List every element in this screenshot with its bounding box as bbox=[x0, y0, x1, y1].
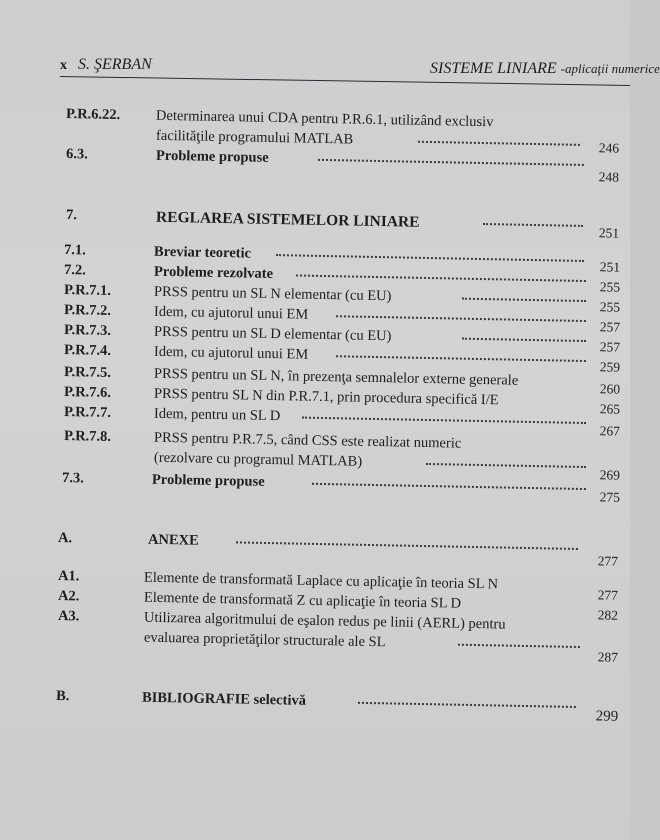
toc-title: Elemente de transformată Laplace cu aplicaţie în teoria SL N bbox=[143, 569, 499, 593]
dot-leader bbox=[296, 274, 586, 282]
toc-number: A2. bbox=[57, 588, 80, 605]
toc-title: Idem, pentru un SL D bbox=[153, 405, 281, 425]
toc-page: 260 bbox=[599, 381, 621, 397]
dot-leader bbox=[336, 315, 586, 322]
toc-title: Idem, cu ajutorul unui EM bbox=[153, 343, 309, 363]
toc-page: 255 bbox=[599, 299, 621, 315]
dot-leader bbox=[236, 541, 578, 550]
toc-page: 267 bbox=[599, 423, 621, 439]
toc-page: 287 bbox=[597, 649, 619, 665]
toc-title: PRSS pentru un SL N, în prezenţa semnalelor externe generale bbox=[153, 365, 519, 389]
toc-number: A. bbox=[57, 530, 73, 547]
dot-leader bbox=[302, 417, 586, 424]
dot-leader bbox=[458, 644, 580, 648]
toc-title: Idem, cu ajutorul unui EM bbox=[153, 303, 309, 323]
toc-number: 7.3. bbox=[61, 470, 84, 487]
toc-title: PRSS pentru SL N din P.R.7.1, prin procedura specifică I/E bbox=[153, 385, 499, 409]
header-book-title bbox=[430, 60, 660, 78]
toc-number: 7.2. bbox=[63, 262, 86, 279]
dot-leader bbox=[312, 483, 586, 490]
toc-title: Breviar teoretic bbox=[153, 243, 252, 262]
toc-number: P.R.7.3. bbox=[63, 322, 112, 339]
toc-title: REGLAREA SISTEMELOR LINIARE bbox=[155, 208, 420, 231]
toc-title: facilităţile programului MATLAB bbox=[155, 127, 354, 148]
toc-page: 275 bbox=[599, 489, 621, 505]
dot-leader bbox=[426, 463, 586, 468]
dot-leader bbox=[358, 702, 576, 708]
toc-title: ANEXE bbox=[147, 531, 199, 549]
toc-title: (rezolvare cu programul MATLAB) bbox=[153, 449, 363, 470]
toc-number: 7.1. bbox=[63, 242, 86, 259]
toc-title: BIBLIOGRAFIE selectivă bbox=[141, 689, 307, 709]
dot-leader bbox=[318, 159, 584, 166]
toc-entry-chapter-7 bbox=[65, 207, 626, 241]
toc-entry-annex bbox=[57, 530, 623, 569]
toc-page: 277 bbox=[597, 553, 619, 569]
dot-leader bbox=[418, 141, 580, 146]
toc-number: 7. bbox=[65, 207, 78, 224]
toc-page: 257 bbox=[599, 319, 621, 335]
toc-page: 299 bbox=[595, 708, 619, 725]
dot-leader bbox=[483, 223, 583, 227]
toc-number: B. bbox=[55, 688, 70, 705]
toc-title: Utilizarea algoritmului de eşalon redus pe linii (AERL) pentru bbox=[143, 609, 506, 633]
toc-number: P.R.7.7. bbox=[63, 404, 112, 421]
toc-number: 6.3. bbox=[65, 146, 88, 163]
toc-title: PRSS pentru un SL D elementar (cu EU) bbox=[153, 323, 392, 345]
dot-leader bbox=[336, 355, 586, 362]
toc-page: 257 bbox=[599, 339, 621, 355]
toc-number: P.R.7.4. bbox=[63, 342, 112, 359]
toc-title: Probleme propuse bbox=[151, 471, 265, 490]
header-author: S. ŞERBAN bbox=[78, 56, 152, 73]
toc-title: PRSS pentru P.R.7.5, când CSS este realizat numeric bbox=[153, 429, 462, 452]
toc-title: evaluarea proprietăţilor structurale ale SL bbox=[143, 629, 386, 651]
dot-leader bbox=[462, 298, 586, 302]
header-book-subtitle: -aplicaţii numerice bbox=[560, 61, 660, 76]
toc-page: 265 bbox=[599, 401, 621, 417]
toc-page: 251 bbox=[599, 259, 621, 275]
toc-title: Probleme propuse bbox=[155, 147, 269, 166]
toc-number: P.R.7.1. bbox=[63, 282, 112, 299]
toc-page: 251 bbox=[598, 225, 620, 241]
toc-page: 248 bbox=[598, 169, 620, 185]
toc-title: Elemente de transformată Z cu aplicaţie în teoria SL D bbox=[143, 589, 462, 612]
dot-leader bbox=[462, 338, 586, 342]
toc-page: 269 bbox=[599, 467, 621, 483]
toc-number: A1. bbox=[57, 568, 80, 585]
dot-leader bbox=[276, 254, 584, 262]
toc-page: 282 bbox=[597, 607, 619, 623]
toc-number: P.R.7.6. bbox=[63, 384, 112, 401]
toc-number: A3. bbox=[57, 608, 80, 625]
toc-number: P.R.6.22. bbox=[65, 106, 121, 124]
header-page-number: x bbox=[60, 58, 67, 73]
toc-title: Determinarea unui CDA pentru P.R.6.1, utilizând exclusiv bbox=[155, 107, 494, 131]
toc-title: Probleme rezolvate bbox=[153, 263, 274, 283]
toc-number: P.R.7.2. bbox=[63, 302, 112, 319]
toc-number: P.R.7.5. bbox=[63, 364, 112, 381]
toc-page: 255 bbox=[599, 279, 621, 295]
toc-page: 259 bbox=[599, 359, 621, 375]
header-book-title-main: SISTEME LINIARE bbox=[430, 60, 557, 77]
toc-title: PRSS pentru un SL N elementar (cu EU) bbox=[153, 283, 392, 305]
toc-entry-bibliography bbox=[55, 688, 624, 725]
toc-page: 246 bbox=[598, 140, 620, 156]
toc-number: P.R.7.8. bbox=[63, 428, 112, 445]
running-head bbox=[60, 54, 660, 80]
toc-page: 277 bbox=[597, 587, 619, 603]
